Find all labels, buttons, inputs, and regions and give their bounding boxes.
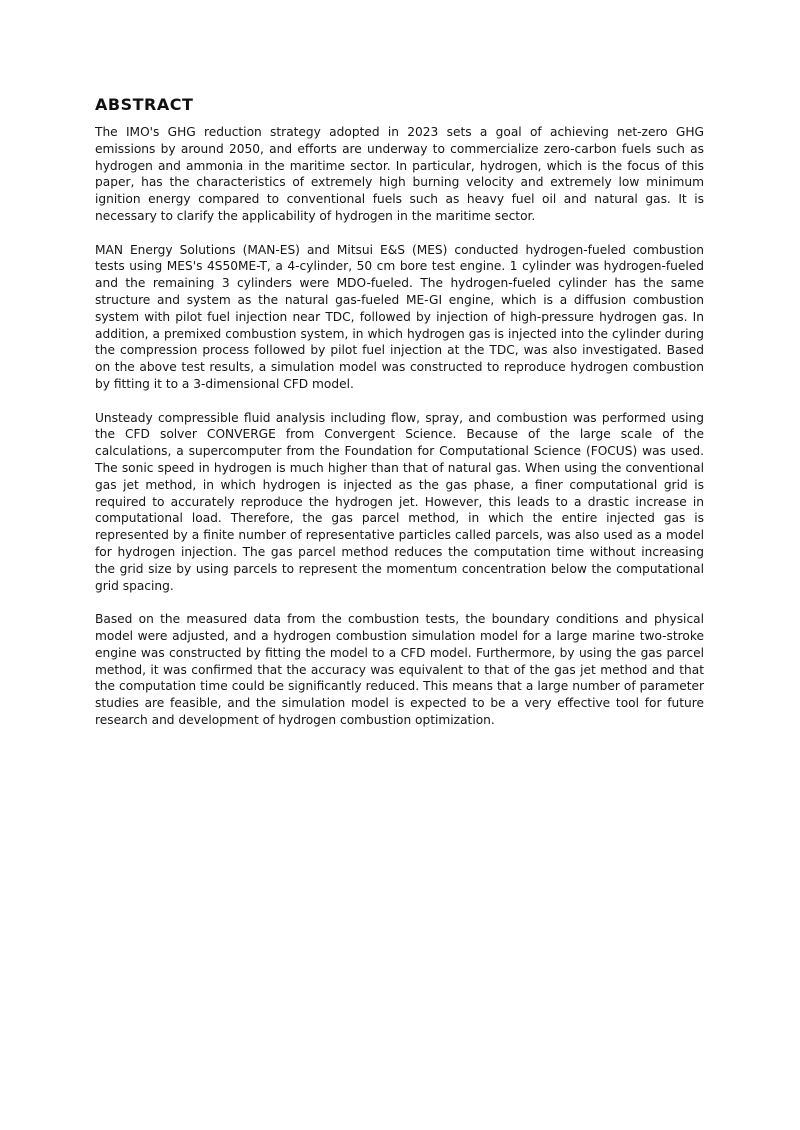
abstract-section: [95, 94, 704, 745]
abstract-paragraph-3: Unsteady compressible fluid analysis including flow, spray, and combustion was performed using the CFD solver CONVERGE from Convergent Science. Because of the large scale of the calculations, a supercomputer from the Foundation for Computational Science (FOCUS) was used. The sonic speed in hydrogen is much higher than that of natural gas. When using the conventional gas jet method, in which hydrogen is injected as the gas phase, a finer computational grid is required to accurately reproduce the hydrogen jet. However, this leads to a drastic increase in computational load. Therefore, the gas parcel method, in which the entire injected gas is represented by a finite number of representative particles called parcels, was also used as a model for hydrogen injection. The gas parcel method reduces the computation time without increasing the grid size by using parcels to represent the momentum concentration below the computational grid spacing.: [95, 410, 704, 593]
abstract-paragraph-4: Based on the measured data from the combustion tests, the boundary conditions and physical model were adjusted, and a hydrogen combustion simulation model for a large marine two-stroke engine was constructed by fitting the model to a CFD model. Furthermore, by using the gas parcel method, it was confirmed that the accuracy was equivalent to that of the gas jet method and that the computation time could be significantly reduced. This means that a large number of parameter studies are feasible, and the simulation model is expected to be a very effective tool for future research and development of hydrogen combustion optimization.: [95, 612, 704, 727]
abstract-paragraph-2: MAN Energy Solutions (MAN-ES) and Mitsui E&S (MES) conducted hydrogen-fueled combustion tests using MES's 4S50ME-T, a 4-cylinder, 50 cm bore test engine. 1 cylinder was hydrogen-fueled and the remaining 3 cylinders were MDO-fueled. The hydrogen-fueled cylinder has the same structure and system as the natural gas-fueled ME-GI engine, which is a diffusion combustion system with pilot fuel injection near TDC, followed by injection of high-pressure hydrogen gas. In addition, a premixed combustion system, in which hydrogen gas is injected into the cylinder during the compression process followed by pilot fuel injection at the TDC, was also investigated. Based on the above test results, a simulation model was constructed to reproduce hydrogen combustion by fitting it to a 3-dimensional CFD model.: [95, 242, 704, 391]
abstract-paragraph-1: The IMO's GHG reduction strategy adopted in 2023 sets a goal of achieving net-zero GHG emissions by around 2050, and efforts are underway to commercialize zero-carbon fuels such as hydrogen and ammonia in the maritime sector. In particular, hydrogen, which is the focus of this paper, has the characteristics of extremely high burning velocity and extremely low minimum ignition energy compared to conventional fuels such as heavy fuel oil and natural gas. It is necessary to clarify the applicability of hydrogen in the maritime sector.: [95, 125, 704, 223]
abstract-heading: ABSTRACT: [95, 95, 194, 114]
